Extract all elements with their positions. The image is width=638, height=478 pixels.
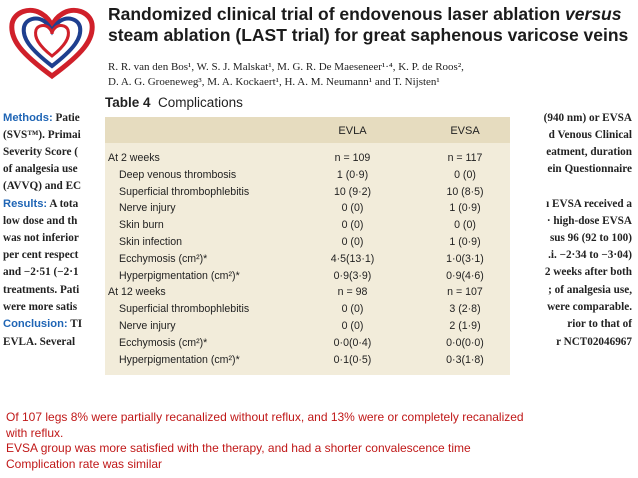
caption-line: Complication rate was similar xyxy=(6,456,163,471)
row-label: At 2 weeks xyxy=(108,152,160,164)
title-versus: versus xyxy=(565,4,622,24)
row-label: Hyperpigmentation (cm²)* xyxy=(119,269,240,282)
cell-evla: 0 (0) xyxy=(341,320,364,332)
abstract-line: ; of analgesia use, xyxy=(548,284,632,296)
table-row xyxy=(105,152,510,167)
abstract-line: EVLA. Several xyxy=(3,336,76,348)
cell-evla: 0 (0) xyxy=(341,219,364,232)
svs-heart-logo-icon xyxy=(2,2,102,82)
row-label: Superficial thrombophlebitis xyxy=(119,185,250,198)
abstract-line: d Venous Clinical xyxy=(548,129,632,141)
abstract-line: per cent respect xyxy=(3,249,79,261)
table-label: Table 4 xyxy=(105,95,151,110)
cell-evsa: 0·0(0·0) xyxy=(446,336,484,349)
table-row xyxy=(105,202,510,217)
table-row xyxy=(105,219,510,234)
caption-line: EVSA group was more satisfied with the therapy, and had a shorter convalescence time xyxy=(6,441,471,455)
cell-evla: 0·9(3·9) xyxy=(333,269,372,282)
abstract-line: r NCT02046967 xyxy=(556,336,632,348)
author-list xyxy=(108,60,634,90)
abstract-line: Severity Score ( xyxy=(3,146,78,158)
results-keyword: Results: xyxy=(3,198,48,210)
cell-evla: n = 109 xyxy=(334,152,371,164)
table-title xyxy=(105,95,243,110)
authors-line2: D. A. G. Groeneweg³, M. A. Kockaert¹, H. A. M. Neumann¹ and T. Nijsten¹ xyxy=(108,76,440,88)
abstract-line: (SVS™). Primai xyxy=(3,129,81,141)
column-header-evla: EVLA xyxy=(338,125,367,137)
abstract-line: sus 96 (92 to 100) xyxy=(549,232,632,244)
row-label: At 12 weeks xyxy=(108,286,166,299)
table-row xyxy=(105,337,510,352)
complications-table xyxy=(105,117,510,375)
title-line2: steam ablation (LAST trial) for great saphenous varicose veins xyxy=(108,25,629,45)
abstract-line: Patie xyxy=(55,112,80,124)
table-row xyxy=(105,303,510,318)
methods-keyword: Methods: xyxy=(3,112,53,124)
cell-evla: 0 (0) xyxy=(341,303,364,316)
abstract-line: of analgesia use xyxy=(3,163,78,175)
cell-evla: 10 (9·2) xyxy=(333,185,372,198)
table-row xyxy=(105,270,510,285)
table-name: Complications xyxy=(158,95,243,110)
row-label: Ecchymosis (cm²)* xyxy=(119,252,208,265)
caption-line: Of 107 legs 8% were partially recanalized without reflux, and 13% were or completely recanalized xyxy=(6,410,524,424)
paper-title xyxy=(108,4,634,46)
abstract-line: (AVVQ) and EC xyxy=(3,180,82,192)
row-label: Deep venous thrombosis xyxy=(119,168,237,181)
table-row xyxy=(105,286,510,301)
abstract-line: .i. −2·34 to −3·04) xyxy=(548,249,632,261)
abstract-line: (940 nm) or EVSA xyxy=(543,112,632,124)
abstract-line: A tota xyxy=(49,198,79,210)
table-row xyxy=(105,236,510,251)
cell-evla: 0·0(0·4) xyxy=(333,336,372,349)
cell-evla: 0·1(0·5) xyxy=(333,353,372,366)
cell-evsa: 0·3(1·8) xyxy=(446,353,484,366)
row-label: Skin infection xyxy=(119,236,183,248)
abstract-line: ı EVSA received a xyxy=(546,198,632,210)
cell-evla: 0 (0) xyxy=(341,236,364,248)
column-header-evsa: EVSA xyxy=(450,125,480,137)
cell-evsa: 0 (0) xyxy=(454,168,476,181)
table-row xyxy=(105,354,510,369)
cell-evsa: n = 107 xyxy=(447,286,483,299)
abstract-line: treatments. Pati xyxy=(3,284,80,296)
cell-evsa: 3 (2·8) xyxy=(449,303,481,316)
abstract-line: ein Questionnaire xyxy=(547,163,632,175)
abstract-line: · high-dose EVSA xyxy=(546,215,632,227)
summary-caption xyxy=(6,410,632,472)
authors-line1: R. R. van den Bos¹, W. S. J. Malskat¹, M. G. R. De Maeseneer¹·⁴, K. P. de Roos², xyxy=(108,61,464,73)
cell-evsa: 0 (0) xyxy=(454,219,476,232)
table-row xyxy=(105,320,510,335)
cell-evsa: 0·9(4·6) xyxy=(446,269,484,282)
row-label: Hyperpigmentation (cm²)* xyxy=(119,353,240,366)
cell-evsa: 10 (8·5) xyxy=(446,185,484,198)
abstract-line: low dose and th xyxy=(3,215,78,227)
cell-evsa: 1 (0·9) xyxy=(449,236,481,248)
cell-evsa: n = 117 xyxy=(447,152,483,164)
table-row xyxy=(105,169,510,184)
row-label: Skin burn xyxy=(119,219,164,232)
row-label: Superficial thrombophlebitis xyxy=(119,303,250,316)
complications-table-panel xyxy=(97,95,515,385)
table-row xyxy=(105,186,510,201)
cell-evla: 1 (0·9) xyxy=(336,168,369,181)
abstract-line: were comparable. xyxy=(547,301,632,313)
abstract-line: 2 weeks after both xyxy=(544,266,632,278)
abstract-line: was not inferior xyxy=(3,232,79,244)
abstract-line: were more satis xyxy=(3,301,78,313)
cell-evla: 4·5(13·1) xyxy=(330,252,375,265)
abstract-line: eatment, duration xyxy=(546,146,632,158)
cell-evla: 0 (0) xyxy=(341,202,364,215)
table-header xyxy=(105,117,510,143)
cell-evsa: 1·0(3·1) xyxy=(446,252,484,265)
abstract-line: rior to that of xyxy=(567,318,632,330)
abstract-line: and −2·51 (−2·1 xyxy=(3,266,79,278)
title-line1: Randomized clinical trial of endovenous laser ablation xyxy=(108,4,566,24)
abstract-line: TI xyxy=(70,318,83,330)
row-label: Nerve injury xyxy=(119,202,176,215)
row-label: Ecchymosis (cm²)* xyxy=(119,336,208,349)
conclusion-keyword: Conclusion: xyxy=(3,318,68,330)
table-row xyxy=(105,253,510,268)
cell-evsa: 2 (1·9) xyxy=(449,320,481,332)
cell-evsa: 1 (0·9) xyxy=(449,202,481,215)
caption-line: with reflux. xyxy=(6,425,64,440)
row-label: Nerve injury xyxy=(119,320,176,332)
cell-evla: n = 98 xyxy=(337,286,368,299)
